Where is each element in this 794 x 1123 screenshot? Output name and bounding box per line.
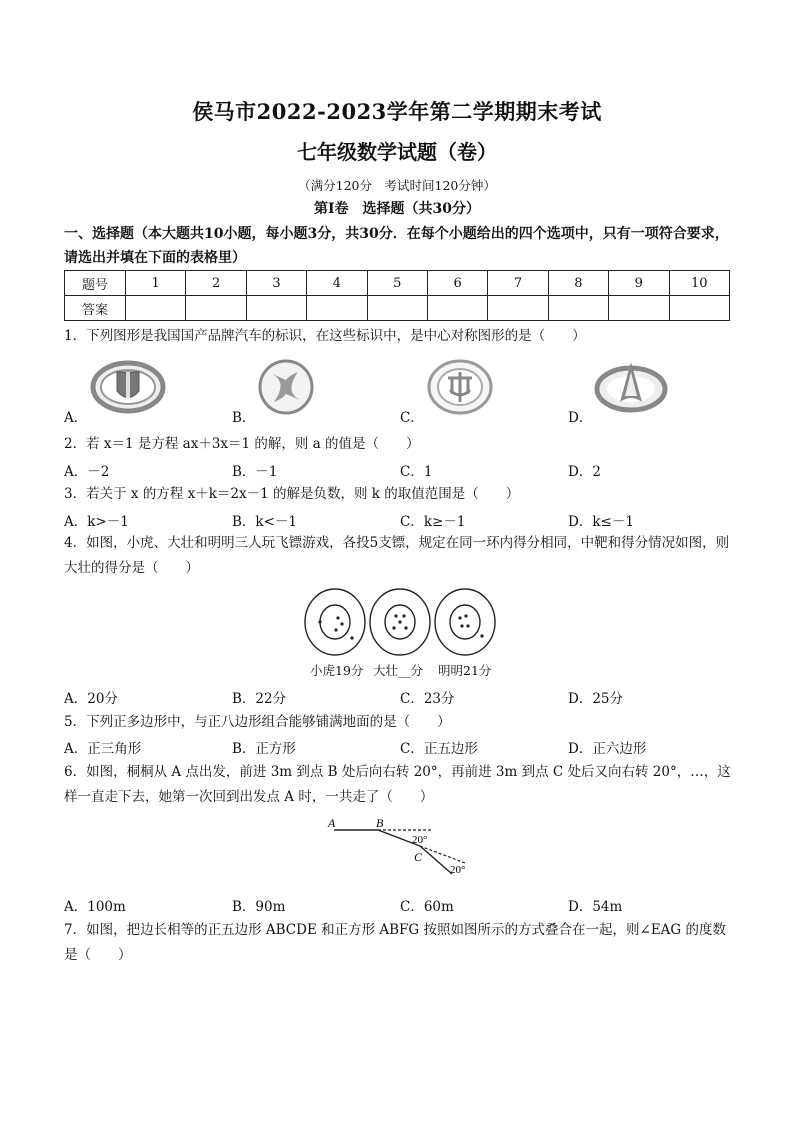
angle-label-2: 20° (450, 864, 466, 876)
question-2-option-a[interactable]: A．－2 (64, 464, 110, 480)
question-6-option-c[interactable]: C．60m (400, 899, 454, 915)
great-wall-logo-icon (90, 358, 166, 416)
point-a-label: A (328, 816, 336, 830)
table-cell: 8 (548, 271, 608, 296)
table-cell: 1 (126, 271, 186, 296)
table-cell: 2 (186, 271, 246, 296)
question-4-stem: 4．如图，小虎、大壮和明明三人玩飞镖游戏，各投5支镖，规定在同一环内得分相同，中靶和得分情况如图，则大壮的得分是（ ） (64, 535, 730, 576)
dartboards-figure (300, 586, 500, 656)
dartboard-caption-1: 小虎19分 (310, 663, 364, 678)
question-5-stem: 5．下列正多边形中，与正八边形组合能够铺满地面的是（ ） (64, 714, 451, 730)
question-1-option-b[interactable]: B． (232, 410, 256, 426)
question-4-option-b[interactable]: B．22分 (232, 691, 287, 707)
question-3-option-a[interactable]: A．k>－1 (64, 514, 129, 530)
table-cell: 4 (307, 271, 367, 296)
question-2-option-c[interactable]: C．1 (400, 464, 433, 480)
angle-label-1: 20° (412, 834, 428, 846)
exam-note: （满分120分 考试时间120分钟） (298, 178, 496, 193)
table-header-cell: 答案 (65, 296, 126, 321)
question-3-option-c[interactable]: C．k≥－1 (400, 514, 466, 530)
table-row-answers (65, 296, 730, 321)
table-cell: 9 (609, 271, 669, 296)
question-3-option-b[interactable]: B．k<－1 (232, 514, 298, 530)
question-2-option-d[interactable]: D．2 (568, 464, 601, 480)
question-6-option-a[interactable]: A．100m (64, 899, 126, 915)
table-row-numbers (65, 271, 730, 296)
answer-cell[interactable] (488, 296, 548, 321)
question-7-stem: 7．如图，把边长相等的正五边形 ABCDE 和正方形 ABFG 按照如图所示的方式叠合在一起，则∠EAG 的度数是（ ） (64, 922, 726, 963)
walking-path-figure (320, 814, 480, 880)
exam-title: 侯马市2022-2023学年第二学期期末考试 (192, 99, 602, 124)
dartboard-caption-3: 明明21分 (438, 663, 492, 678)
question-5-option-b[interactable]: B．正方形 (232, 741, 296, 757)
question-1-stem: 1．下列图形是我国国产品牌汽车的标识，在这些标识中，是中心对称图形的是（ ） (64, 328, 586, 344)
answer-cell[interactable] (367, 296, 427, 321)
table-cell: 10 (669, 271, 729, 296)
question-5-option-d[interactable]: D．正六边形 (568, 741, 647, 757)
table-cell: 3 (246, 271, 306, 296)
question-1-option-d[interactable]: D． (568, 410, 593, 426)
question-6-stem: 6．如图，桐桐从 A 点出发，前进 3m 到点 B 处后向右转 20°，再前进 3m 到点 C 处后又向右转 20°，…，这样一直走下去，她第一次回到出发点 A 时，一共走了（ ） (64, 764, 731, 805)
question-5-option-a[interactable]: A．正三角形 (64, 741, 142, 757)
dartboard-caption-2: 大壮__分 (373, 663, 424, 678)
question-6-option-d[interactable]: D．54m (568, 899, 623, 915)
answer-cell[interactable] (669, 296, 729, 321)
answer-cell[interactable] (246, 296, 306, 321)
question-2-stem: 2．若 x＝1 是方程 ax＋3x＝1 的解，则 a 的值是（ ） (64, 436, 420, 452)
question-3-option-d[interactable]: D．k≤－1 (568, 514, 634, 530)
answer-table (64, 270, 730, 321)
question-5-option-c[interactable]: C．正五边形 (400, 741, 478, 757)
question-1-option-c[interactable]: C． (400, 410, 424, 426)
table-cell: 5 (367, 271, 427, 296)
question-4-option-d[interactable]: D．25分 (568, 691, 624, 707)
point-c-label: C (414, 850, 423, 864)
table-cell: 7 (488, 271, 548, 296)
question-3-stem: 3．若关于 x 的方程 x＋k＝2x－1 的解是负数，则 k 的取值范围是（ ） (64, 486, 520, 502)
question-4-option-a[interactable]: A．20分 (64, 691, 118, 707)
question-6-option-b[interactable]: B．90m (232, 899, 286, 915)
dongfeng-logo-icon (258, 358, 314, 416)
question-4-option-c[interactable]: C．23分 (400, 691, 455, 707)
answer-cell[interactable] (548, 296, 608, 321)
answer-cell[interactable] (307, 296, 367, 321)
dartboard-3 (435, 589, 495, 655)
answer-cell[interactable] (126, 296, 186, 321)
part-heading: 第Ⅰ卷 选择题（共30分） (313, 201, 481, 217)
exam-subtitle: 七年级数学试题（卷） (297, 140, 497, 164)
question-1-option-a[interactable]: A． (64, 410, 88, 426)
answer-cell[interactable] (186, 296, 246, 321)
dartboard-1 (305, 589, 365, 655)
question-2-option-b[interactable]: B．－1 (232, 464, 278, 480)
section-heading: 一、选择题（本大题共10小题，每小题3分，共30分．在每个小题给出的四个选项中，只有一项符合要求，请选出并填在下面的表格里） (64, 226, 729, 266)
chery-logo-icon (594, 358, 668, 416)
brilliance-logo-icon (426, 358, 494, 416)
table-header-cell: 题号 (65, 271, 126, 296)
answer-cell[interactable] (609, 296, 669, 321)
answer-cell[interactable] (427, 296, 487, 321)
point-b-label: B (376, 816, 384, 830)
table-cell: 6 (427, 271, 487, 296)
